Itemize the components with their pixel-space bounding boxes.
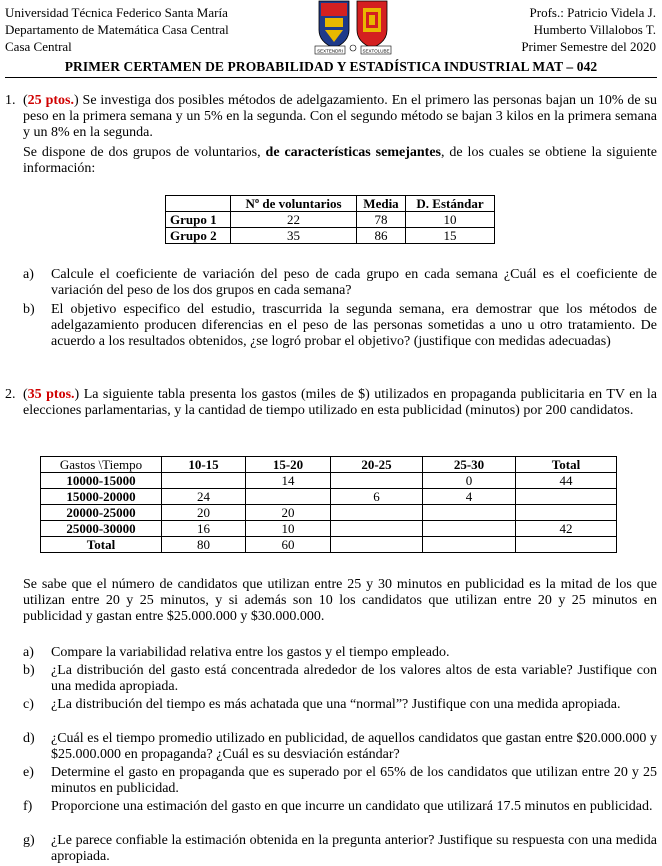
professor-1: Profs.: Patricio Videla J.	[529, 5, 656, 20]
table-cell	[162, 473, 246, 489]
q2-points: 35 ptos.	[27, 387, 75, 402]
table-cell: 20	[162, 505, 246, 521]
table-cell: 20000-25000	[41, 505, 162, 521]
semester: Primer Semestre del 2020	[521, 39, 656, 54]
q2-after-text: Se sabe que el número de candidatos que utilizan entre 25 y 30 minutos en publicidad es la mitad de los que utilizan entre 20 y 25 minutos, y si además son 10 los candidatos que utilizan entre 20 y 25 minutos en publicidad y gastan entre $25.000.000 y $30.000.000.	[23, 577, 657, 624]
table-cell: 25000-30000	[41, 521, 162, 537]
table-cell: 15	[406, 228, 495, 244]
table-cell: 0	[423, 473, 516, 489]
table-cell: 10000-15000	[41, 473, 162, 489]
q2-intro-text: La siguiente tabla presenta los gastos (miles de $) utilizados en propaganda publicitaria en TV en la elecciones parlamentarias, y la cantidad de tiempo utilizado en esta publicidad (minutos) por 200 candidatos.	[23, 387, 657, 418]
table-cell	[423, 505, 516, 521]
title-divider	[5, 77, 657, 78]
table-cell: 10	[246, 521, 331, 537]
table-header: 20-25	[331, 457, 423, 473]
item-label: c)	[23, 697, 34, 712]
table-header: 15-20	[246, 457, 331, 473]
campus-name: Casa Central	[5, 39, 72, 54]
university-name: Universidad Técnica Federico Santa María	[5, 5, 228, 20]
logo-ribbon-left: SEXTENDRI	[317, 48, 343, 54]
table-header: Nº de voluntarios	[231, 196, 357, 212]
q1-points: 25 ptos.	[27, 93, 74, 108]
item-text: Proporcione una estimación del gasto en que incurre un candidato que utilizará 17.5 minutos en publicidad.	[51, 799, 653, 814]
table-cell: 20	[246, 505, 331, 521]
table-row	[166, 212, 495, 228]
q1-table	[165, 195, 495, 244]
table-cell: 35	[231, 228, 357, 244]
item-label: b)	[23, 302, 35, 317]
q1-intro-b-post: , de los cuales se obtiene la siguiente información:	[23, 145, 658, 176]
table-row	[41, 473, 617, 489]
q1-subquestions	[23, 267, 657, 371]
table-cell: 22	[231, 212, 357, 228]
table-cell	[423, 537, 516, 553]
professors-block	[521, 4, 656, 55]
table-cell: 86	[357, 228, 406, 244]
table-cell	[423, 521, 516, 537]
item-text: Calcule el coeficiente de variación del peso de cada grupo en cada semana ¿Cuál es el coeficiente de variación del peso de los dos grupos en cada semana?	[51, 267, 657, 298]
item-label: a)	[23, 267, 34, 282]
institution-block	[5, 4, 229, 55]
table-cell: 78	[357, 212, 406, 228]
item-text: Compare la variabilidad relativa entre los gastos y el tiempo empleado.	[51, 645, 450, 660]
q1-intro-b-bold: de características semejantes	[265, 145, 441, 160]
item-text: El objetivo especifico del estudio, trascurrida la segunda semana, era demostrar que los métodos de adelgazamiento producen diferencias en el peso de las personas sometidas a uno u otro tratamiento. De acuerdo a los resultados obtenidos, ¿se logró probar el objetivo? (justifique con medidas adecuadas)	[51, 302, 657, 349]
table-cell	[516, 489, 617, 505]
table-row	[41, 537, 617, 553]
table-cell: 80	[162, 537, 246, 553]
table-header: Media	[357, 196, 406, 212]
table-header: 10-15	[162, 457, 246, 473]
table-header: 25-30	[423, 457, 516, 473]
table-cell: 15000-20000	[41, 489, 162, 505]
professor-2: Humberto Villalobos T.	[533, 22, 656, 37]
q2-intro: (35 ptos.) La siguiente tabla presenta los gastos (miles de $) utilizados en propaganda publicitaria en TV en la elecciones parlamentarias, y la cantidad de tiempo utilizado en esta publicidad (minutos) por 200 candidatos.	[23, 387, 657, 418]
item-text: ¿La distribución del tiempo es más achatada que una “normal”? Justifique con una medida apropiada.	[51, 697, 621, 712]
table-cell: Grupo 1	[166, 212, 231, 228]
table-cell	[331, 505, 423, 521]
table-cell: Total	[41, 537, 162, 553]
q1-number: 1.	[5, 93, 16, 108]
q2-subquestions	[23, 645, 657, 864]
table-cell: 42	[516, 521, 617, 537]
item-label: e)	[23, 765, 34, 780]
q1-intro: (25 ptos.) Se investiga dos posibles métodos de adelgazamiento. En el primero las personas bajan un 10% de su peso en la primera semana y un 5% en la segunda. Con el segundo método se bajan 3 kilos en la primera semana y un 8% en la segunda.	[23, 93, 657, 140]
table-row	[41, 521, 617, 537]
table-header: Total	[516, 457, 617, 473]
exam-title: PRIMER CERTAMEN DE PROBABILIDAD Y ESTADÍSTICA INDUSTRIAL MAT – 042	[64, 59, 598, 74]
table-row	[166, 228, 495, 244]
table-row	[41, 505, 617, 521]
table-header: Gastos \Tiempo	[41, 457, 162, 473]
table-cell	[516, 537, 617, 553]
table-cell	[331, 521, 423, 537]
item-label: b)	[23, 663, 35, 678]
item-text: ¿Cuál es el tiempo promedio utilizado en publicidad, de aquellos candidatos que gastan entre $20.000.000 y $25.000.000 en propaganda? ¿Cuál es su desviación estándar?	[51, 731, 657, 762]
table-cell	[331, 473, 423, 489]
table-cell: 4	[423, 489, 516, 505]
table-cell	[516, 505, 617, 521]
table-row	[41, 489, 617, 505]
q1-intro-b	[23, 145, 657, 177]
item-label: f)	[23, 799, 33, 814]
item-text: ¿Le parece confiable la estimación obtenida en la pregunta anterior? Justifique su respuesta con una medida apropiada.	[51, 833, 657, 864]
logo-ribbon-right: SEXTOLUBE	[362, 48, 390, 54]
table-cell: 10	[406, 212, 495, 228]
university-logo	[311, 0, 395, 56]
table-header: D. Estándar	[406, 196, 495, 212]
q2-number: 2.	[5, 387, 16, 402]
table-cell: 60	[246, 537, 331, 553]
table-cell: 24	[162, 489, 246, 505]
table-cell	[166, 196, 231, 212]
table-cell: 44	[516, 473, 617, 489]
table-cell	[331, 537, 423, 553]
item-label: a)	[23, 645, 34, 660]
table-header-row	[41, 457, 617, 473]
department-name: Departamento de Matemática Casa Central	[5, 22, 229, 37]
table-cell: Grupo 2	[166, 228, 231, 244]
table-cell: 14	[246, 473, 331, 489]
table-cell: 6	[331, 489, 423, 505]
item-text: ¿La distribución del gasto está concentrada alrededor de los valores altos de esta variable? Justifique con una medida apropiada.	[51, 663, 657, 694]
item-text: Determine el gasto en propaganda que es superado por el 65% de los candidatos que utilizan entre 20 y 25 minutos en publicidad.	[51, 765, 657, 796]
q2-table	[40, 456, 617, 553]
table-cell: 16	[162, 521, 246, 537]
table-header-row	[166, 196, 495, 212]
table-cell	[246, 489, 331, 505]
item-label: g)	[23, 833, 35, 848]
q1-intro-text: Se investiga dos posibles métodos de adelgazamiento. En el primero las personas bajan un 10% de su peso en la primera semana y un 5% en la segunda. Con el segundo método se bajan 3 kilos en la primera semana y un 8% en la segunda.	[23, 93, 657, 140]
item-label: d)	[23, 731, 35, 746]
q1-intro-b-pre: Se dispone de dos grupos de voluntarios,	[23, 145, 261, 160]
